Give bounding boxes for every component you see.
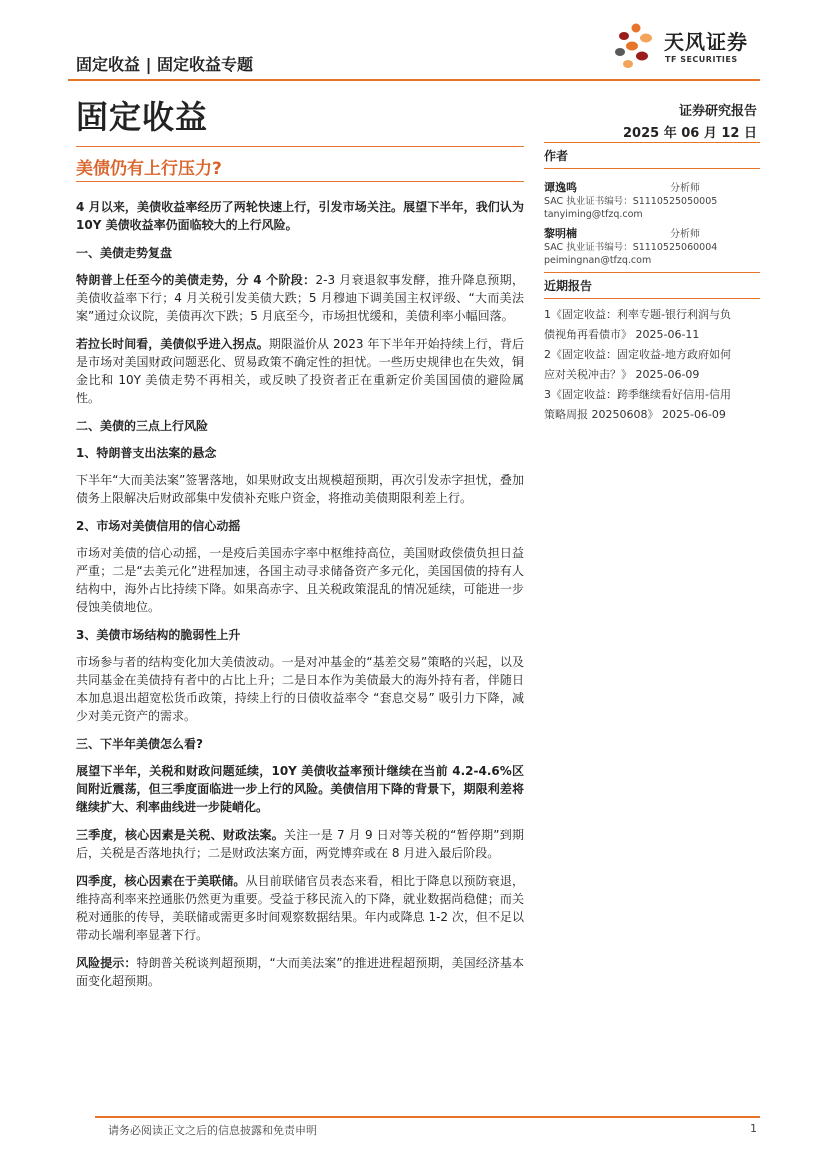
section-heading: 二、美债的三点上行风险 — [76, 419, 209, 433]
risk-text: 特朗普关税谈判超预期，“大而美法案”的推进进程超预期，美国经济基本面变化超预期。 — [76, 956, 524, 988]
paragraph-text: 关注一是 7 月 9 日对等关税的“暂停期”到期后，关税是否落地执行；二是财政法案方面，两党博弈或在 8 月进入最后阶段。 — [76, 828, 524, 860]
page-title: 固定收益 — [76, 98, 209, 136]
report-category: 固定收益 | 固定收益专题 — [76, 55, 253, 74]
paragraph: 下半年“大而美法案”签署落地，如果财政支出规模超预期，再次引发赤字担忧，叠加债务上限解决后财政部集中发债补充账户资金，将推动美债期限利差上行。 — [76, 473, 524, 505]
subtitle-rule-top — [76, 146, 524, 147]
paragraph-text: 期限溢价从 2023 年下半年开始持续上行，背后是市场对美国财政问题恶化、贸易政策不确定性的担忧。一些历史规律也在失效，铜金比和 10Y 美债走势不再相关，或反映了投资者正在重新定价美国国债的避险属性。 — [76, 337, 524, 405]
logo-mark-icon — [612, 22, 660, 70]
recent-report-line: 债视角再看债市》 2025-06-11 — [544, 328, 700, 341]
recent-report-line: 1《固定收益：利率专题-银行利润与负 — [544, 308, 731, 321]
footer-divider — [95, 1116, 760, 1118]
company-logo — [612, 22, 762, 70]
subsection-heading: 3、美债市场结构的脆弱性上升 — [76, 628, 241, 642]
recent-report-line: 策略周报 20250608》 2025-06-09 — [544, 408, 726, 421]
paragraph — [76, 872, 524, 944]
paragraph-lead: 特朗普上任至今的美债走势，分 4 个阶段： — [76, 273, 316, 287]
paragraph: 市场对美债的信心动摇，一是疫后美国赤字率中枢维持高位，美国财政偿债负担日益严重；二是“去美元化”进程加速，各国主动寻求储备资产多元化，美国国债的持有人结构中，海外占比持续下降。如果高赤字、且关税政策混乱的情况延续，可能进一步侵蚀美债地位。 — [76, 546, 524, 614]
recent-report-line: 3《固定收益：跨季继续看好信用-信用 — [544, 388, 731, 401]
author-card — [544, 179, 760, 221]
page-number: 1 — [750, 1122, 757, 1135]
report-type: 证券研究报告 — [678, 104, 757, 119]
main-content — [76, 198, 524, 1000]
subsection-heading: 1、特朗普支出法案的悬念 — [76, 446, 217, 460]
section-heading: 一、美债走势复盘 — [76, 246, 173, 260]
paragraph — [76, 271, 524, 325]
author-name: 谭逸鸣 — [544, 181, 577, 194]
author-email[interactable]: tanyiming@tfzq.com — [544, 209, 643, 220]
paragraph: 展望下半年，关税和财政问题延续，10Y 美债收益率预计继续在当前 4.2-4.6%区间附近震荡，但三季度面临进一步上行的风险。美债信用下降的背景下，期限利差将继续扩大、利率曲线进一步陡峭化。 — [76, 764, 524, 814]
sidebar-rule — [544, 298, 760, 299]
author-name: 黎明楠 — [544, 227, 577, 240]
paragraph — [76, 826, 524, 862]
footer-disclaimer[interactable]: 请务必阅读正文之后的信息披露和免责申明 — [108, 1124, 317, 1137]
author-cert: SAC 执业证书编号：S1110525050005 — [544, 196, 718, 207]
logo-subtitle: TF SECURITIES — [665, 55, 738, 64]
report-date: 2025 年 06 月 12 日 — [623, 126, 757, 141]
paragraph-text: 2-3 月衰退叙事发酵，推升降息预期，美债收益率下行；4 月关税引发美债大跌；5 月穆迪下调美国主权评级、“大而美法案”通过众议院，美债再次下跌；5 月底至今，市场担忧缓和，美债利率小幅回落。 — [76, 273, 524, 323]
report-subtitle: 美债仍有上行压力? — [76, 159, 222, 179]
paragraph-lead: 四季度，核心因素在于美联储。 — [76, 874, 246, 888]
paragraph-lead: 若拉长时间看，美债似乎进入拐点。 — [76, 337, 269, 351]
header-divider — [68, 79, 760, 81]
author-card — [544, 225, 760, 267]
sidebar-recent-reports — [544, 272, 760, 425]
subtitle-rule-bottom — [76, 181, 524, 182]
risk-label: 风险提示： — [76, 956, 137, 970]
summary-paragraph: 4 月以来，美债收益率经历了两轮快速上行，引发市场关注。展望下半年，我们认为 10Y 美债收益率仍面临较大的上行风险。 — [76, 200, 524, 232]
recent-report-link[interactable] — [544, 305, 760, 345]
author-role: 分析师 — [670, 183, 700, 194]
recent-report-line: 2《固定收益：固定收益-地方政府如何 — [544, 348, 731, 361]
paragraph — [76, 335, 524, 407]
section-heading: 三、下半年美债怎么看? — [76, 737, 203, 751]
risk-paragraph — [76, 954, 524, 990]
author-cert: SAC 执业证书编号：S1110525060004 — [544, 242, 718, 253]
sidebar-authors — [544, 142, 760, 267]
paragraph-lead: 三季度，核心因素是关税、财政法案。 — [76, 828, 285, 842]
recent-heading: 近期报告 — [544, 279, 593, 293]
sidebar-rule — [544, 168, 760, 169]
author-email[interactable]: peimingnan@tfzq.com — [544, 255, 652, 266]
recent-report-line: 应对关税冲击？》 2025-06-09 — [544, 368, 700, 381]
recent-report-link[interactable] — [544, 345, 760, 385]
author-role: 分析师 — [670, 229, 700, 240]
paragraph: 市场参与者的结构变化加大美债波动。一是对冲基金的“基差交易”策略的兴起，以及共同基金在美债持有者中的占比上升；二是日本作为美债最大的海外持有者，伴随日本加息退出超宽松货币政策，持续上行的日债收益率令 “套息交易” 吸引力下降，减少对美元资产的需求。 — [76, 655, 524, 723]
paragraph-text: 从目前联储官员表态来看，相比于降息以预防衰退，维持高利率来控通胀仍然更为重要。受益于移民流入的下降，就业数据尚稳健；而关税对通胀的传导，美联储或需更多时间观察数据结果。年内或降息 1-2 次，但不足以带动长端利率显著下行。 — [76, 874, 524, 942]
logo-name: 天风证券 — [664, 30, 748, 54]
subsection-heading: 2、市场对美债信用的信心动摇 — [76, 519, 241, 533]
recent-report-link[interactable] — [544, 385, 760, 425]
authors-heading: 作者 — [544, 149, 569, 163]
